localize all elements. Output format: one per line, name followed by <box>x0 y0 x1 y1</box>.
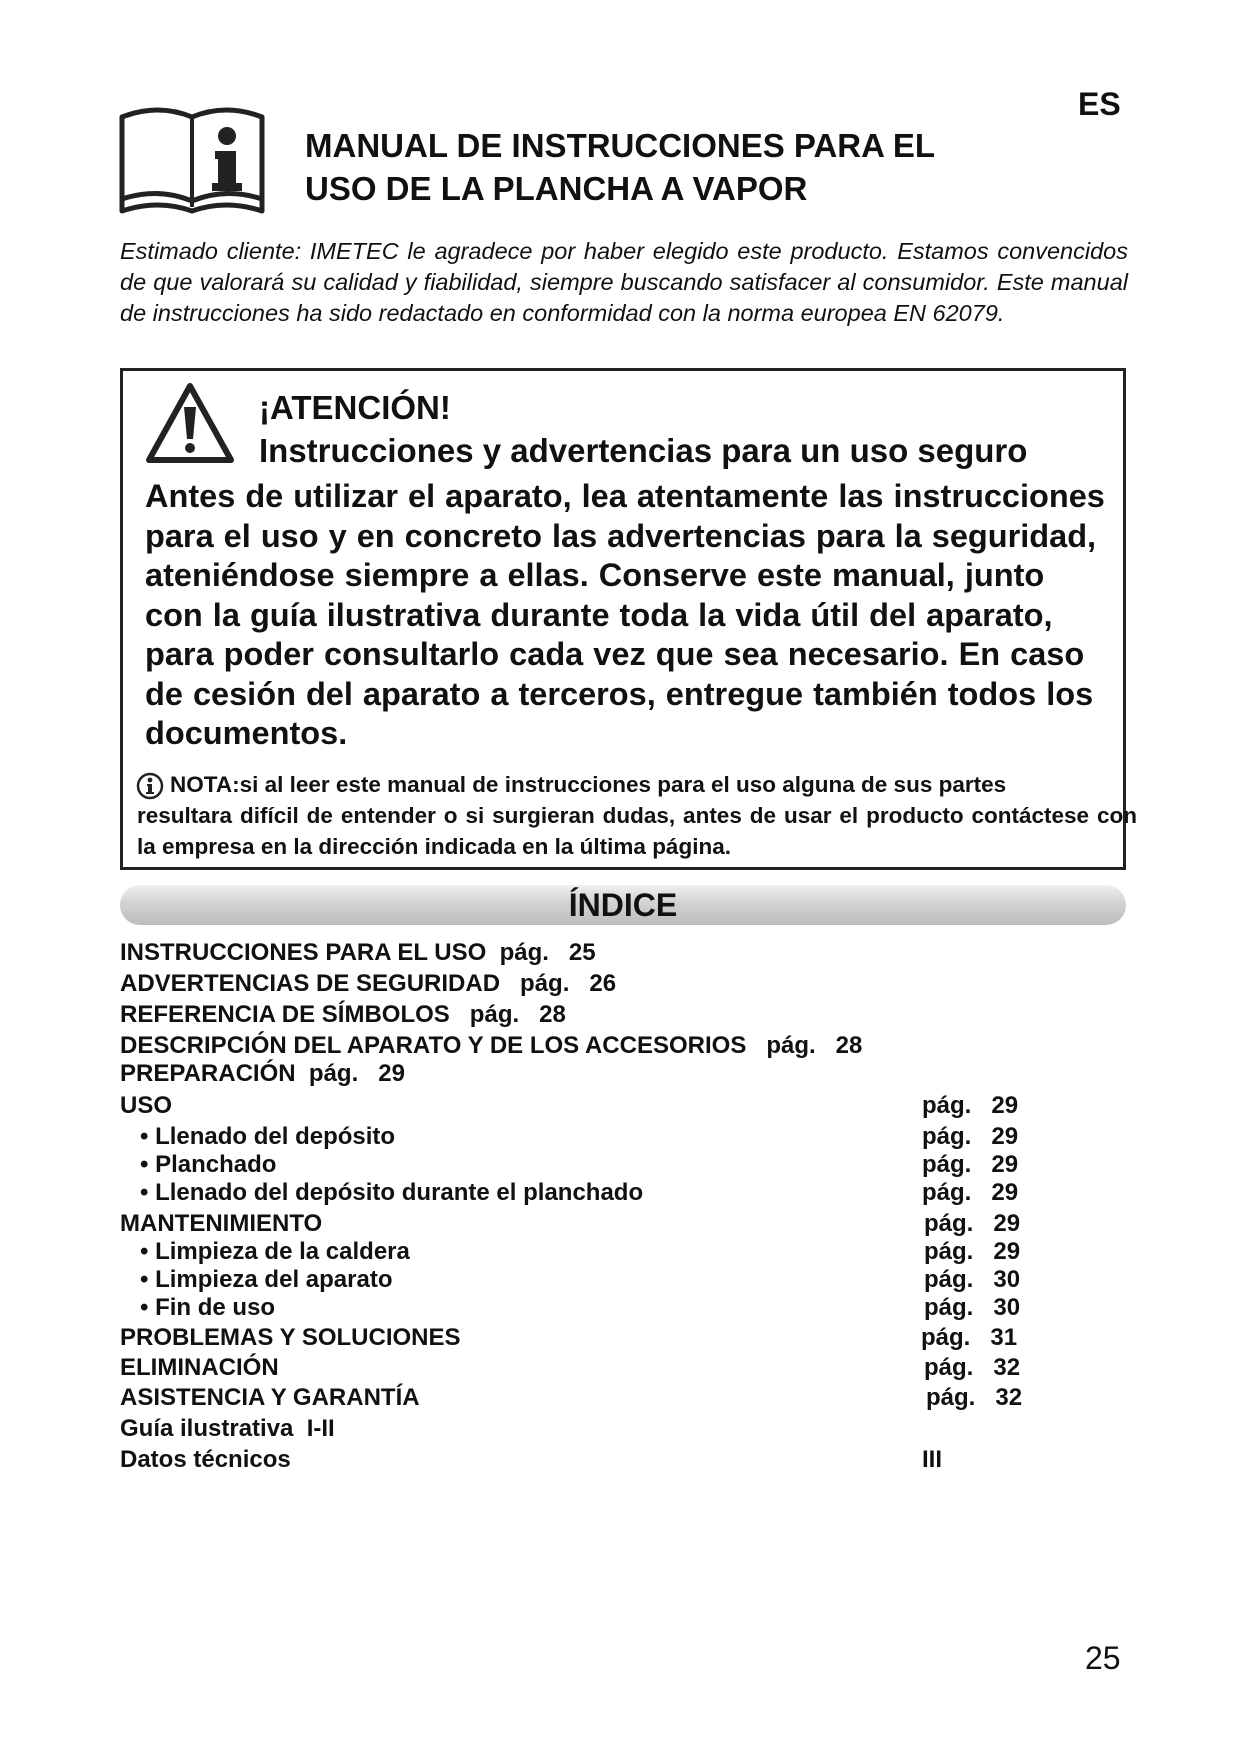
toc-entry-page: pág. 29 <box>922 1123 1019 1150</box>
info-manual-icon <box>118 103 266 215</box>
toc-entry-page: pág. 31 <box>921 1324 1018 1351</box>
warning-body: Antes de utilizar el aparato, lea atentamente las instrucciones para el uso y en concreto las advertencias para la seguridad, ateniéndose siempre a ellas. Conserve este manual, junto con la guía ilustrativa durante toda la vida útil del aparato, para poder consultarlo cada vez que sea necesario. En caso de cesión del aparato a terceros, entregue también todos los documentos. <box>145 478 1105 751</box>
note-first-line: NOTA:si al leer este manual de instrucciones para el uso alguna de sus partes <box>170 772 1007 797</box>
toc-entry-label: ADVERTENCIAS DE SEGURIDAD pág. 26 <box>120 970 617 997</box>
toc-entry-label: • Limpieza de la caldera <box>120 1238 410 1265</box>
toc-entry-page: III <box>922 1446 943 1473</box>
toc-entry-page: pág. 29 <box>922 1179 1019 1206</box>
manual-title <box>305 124 935 210</box>
toc-entry-label: REFERENCIA DE SÍMBOLOS pág. 28 <box>120 1001 566 1028</box>
toc-entry-label: ASISTENCIA Y GARANTÍA <box>120 1384 420 1411</box>
page-number: 25 <box>1085 1640 1121 1676</box>
toc-entry-label: • Limpieza del aparato <box>120 1266 393 1293</box>
toc-entry-page: pág. 32 <box>924 1354 1021 1381</box>
toc-entry-label: MANTENIMIENTO <box>120 1210 323 1237</box>
toc-entry-label: Datos técnicos <box>120 1446 291 1473</box>
language-code: ES <box>1078 86 1121 122</box>
title-line-1: MANUAL DE INSTRUCCIONES PARA EL <box>305 127 936 164</box>
toc-entry-label: Guía ilustrativa I-II <box>120 1415 335 1442</box>
intro-paragraph: Estimado cliente: IMETEC le agradece por haber elegido este producto. Estamos convencidos de que valorará su calidad y fiabilidad, siempre buscando satisfacer al consumidor. Este manual de instrucciones ha sido redactado en conformidad con la norma europea EN 62079. <box>120 238 1128 326</box>
toc-entry-page: pág. 30 <box>924 1266 1021 1293</box>
toc-entry-label: • Fin de uso <box>120 1294 276 1321</box>
toc-entry-page: pág. 29 <box>922 1092 1019 1119</box>
note-paragraph <box>137 769 1137 862</box>
warning-heading: ¡ATENCIÓN! <box>259 389 451 426</box>
toc-entry-page: pág. 30 <box>924 1294 1021 1321</box>
warning-title <box>259 386 1027 472</box>
toc-entry-label: • Llenado del depósito <box>120 1123 396 1150</box>
toc-entry-page: pág. 29 <box>922 1151 1019 1178</box>
toc-entry-label: PROBLEMAS Y SOLUCIONES <box>120 1324 461 1351</box>
warning-subheading: Instrucciones y advertencias para un uso seguro <box>259 432 1028 469</box>
toc-entry-label: USO <box>120 1092 173 1119</box>
toc-entry-label: INSTRUCCIONES PARA EL USO pág. 25 <box>120 939 596 966</box>
title-line-2: USO DE LA PLANCHA A VAPOR <box>305 170 808 207</box>
index-heading-bar <box>120 885 1126 925</box>
toc-entry-label: • Planchado <box>120 1151 277 1178</box>
toc-entry-page: pág. 29 <box>924 1238 1021 1265</box>
index-heading: ÍNDICE <box>568 887 678 923</box>
toc-entry-label: PREPARACIÓN pág. 29 <box>120 1060 405 1087</box>
toc-entry-page: pág. 32 <box>926 1384 1023 1411</box>
note-rest: resultara difícil de entender o si surgieran dudas, antes de usar el producto contáctese con la empresa en la dirección indicada en la última página. <box>137 803 1137 859</box>
toc-entry-label: DESCRIPCIÓN DEL APARATO Y DE LOS ACCESORIOS pág. 28 <box>120 1032 863 1059</box>
toc-entry-label: • Llenado del depósito durante el planchado <box>120 1179 644 1206</box>
warning-triangle-icon <box>144 381 236 465</box>
toc-entry-page: pág. 29 <box>924 1210 1021 1237</box>
toc-entry-label: ELIMINACIÓN <box>120 1354 279 1381</box>
